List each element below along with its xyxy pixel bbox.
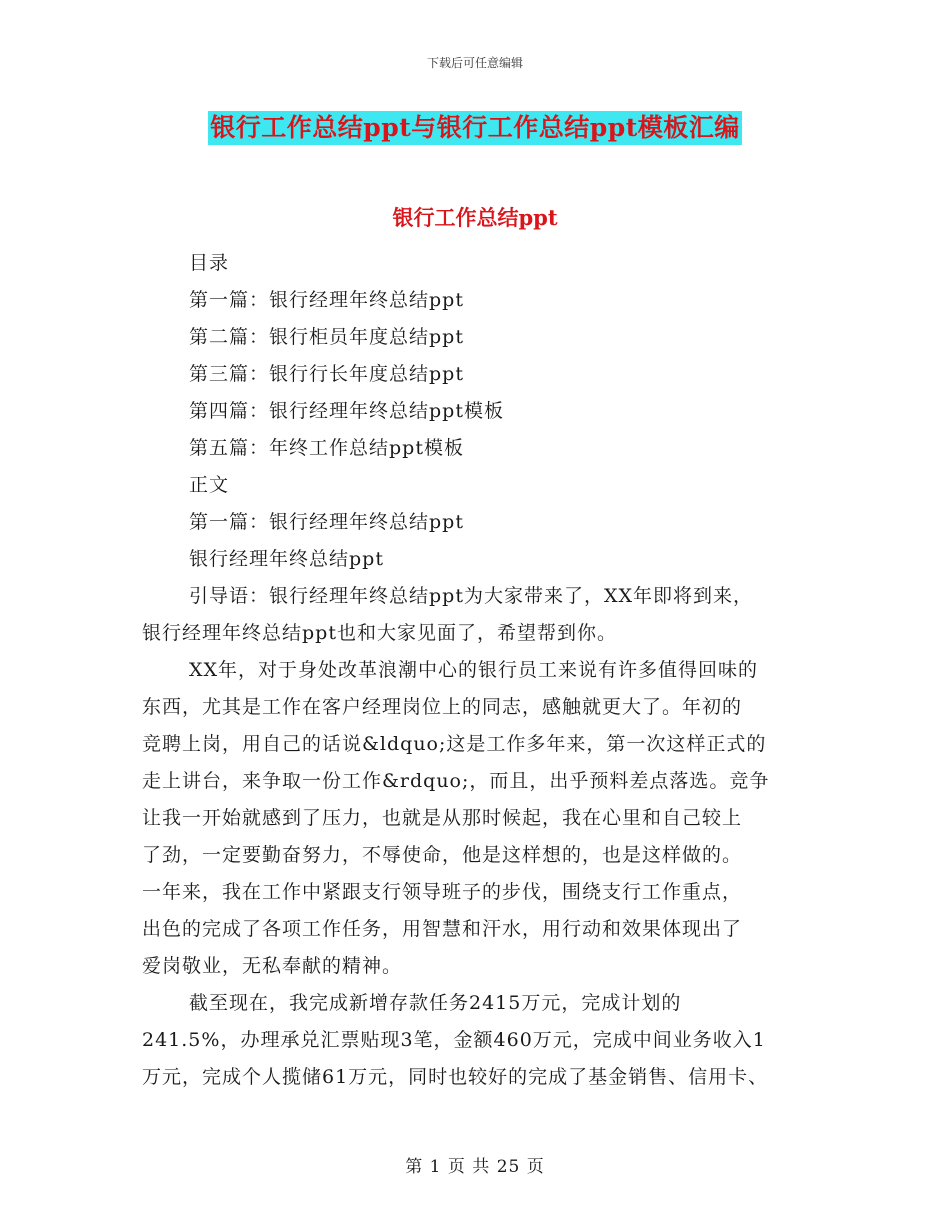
header-note: 下载后可任意编辑 xyxy=(426,56,523,70)
paragraph-line: 银行经理年终总结ppt也和大家见面了，希望帮到你。 xyxy=(142,622,617,644)
paragraph-line: 让我一开始就感到了压力，也就是从那时候起，我在心里和自己较上 xyxy=(142,807,743,829)
chapter-subheading: 银行经理年终总结ppt xyxy=(189,548,384,570)
paragraph-line: 截至现在，我完成新增存款任务2415万元，完成计划的 xyxy=(189,992,682,1014)
paragraph-line: 竞聘上岗，用自己的话说&ldquo;这是工作多年来，第一次这样正式的 xyxy=(142,733,767,755)
toc-item: 第四篇：银行经理年终总结ppt模板 xyxy=(189,400,504,422)
paragraph-line: 一年来，我在工作中紧跟支行领导班子的步伐，围绕支行工作重点， xyxy=(142,881,743,903)
paragraph-line: 出色的完成了各项工作任务，用智慧和汗水，用行动和效果体现出了 xyxy=(142,918,743,940)
paragraph-line: 东西，尤其是工作在客户经理岗位上的同志，感触就更大了。年初的 xyxy=(142,696,743,718)
toc-item: 第一篇：银行经理年终总结ppt xyxy=(189,289,464,311)
paragraph-line: 引导语：银行经理年终总结ppt为大家带来了，XX年即将到来， xyxy=(189,585,754,607)
section-title: 银行工作总结ppt xyxy=(392,205,558,230)
paragraph-line: 了劲，一定要勤奋努力，不辱使命，他是这样想的，也是这样做的。 xyxy=(142,844,743,866)
toc-item: 第三篇：银行行长年度总结ppt xyxy=(189,363,464,385)
page-footer: 第 1 页 共 25 页 xyxy=(405,1157,545,1177)
toc-item: 第五篇：年终工作总结ppt模板 xyxy=(189,437,464,459)
toc-item: 第二篇：银行柜员年度总结ppt xyxy=(189,326,464,348)
paragraph-line: 万元，完成个人揽储61万元，同时也较好的完成了基金销售、信用卡、 xyxy=(142,1066,769,1088)
body-heading: 正文 xyxy=(189,474,230,496)
chapter-heading: 第一篇：银行经理年终总结ppt xyxy=(189,511,464,533)
paragraph-line: 241.5%，办理承兑汇票贴现3笔，金额460万元，完成中间业务收入1 xyxy=(142,1029,766,1051)
paragraph-line: 走上讲台，来争取一份工作&rdquo;，而且，出乎预料差点落选。竞争 xyxy=(142,770,770,792)
document-body xyxy=(142,245,822,1096)
paragraph-line: XX年，对于身处改革浪潮中心的银行员工来说有许多值得回味的 xyxy=(189,659,759,681)
toc-heading: 目录 xyxy=(189,252,230,274)
document-title-text: 银行工作总结ppt与银行工作总结ppt模板汇编 xyxy=(208,111,742,145)
paragraph-line: 爱岗敬业，无私奉献的精神。 xyxy=(142,955,403,977)
document-title xyxy=(0,111,950,145)
